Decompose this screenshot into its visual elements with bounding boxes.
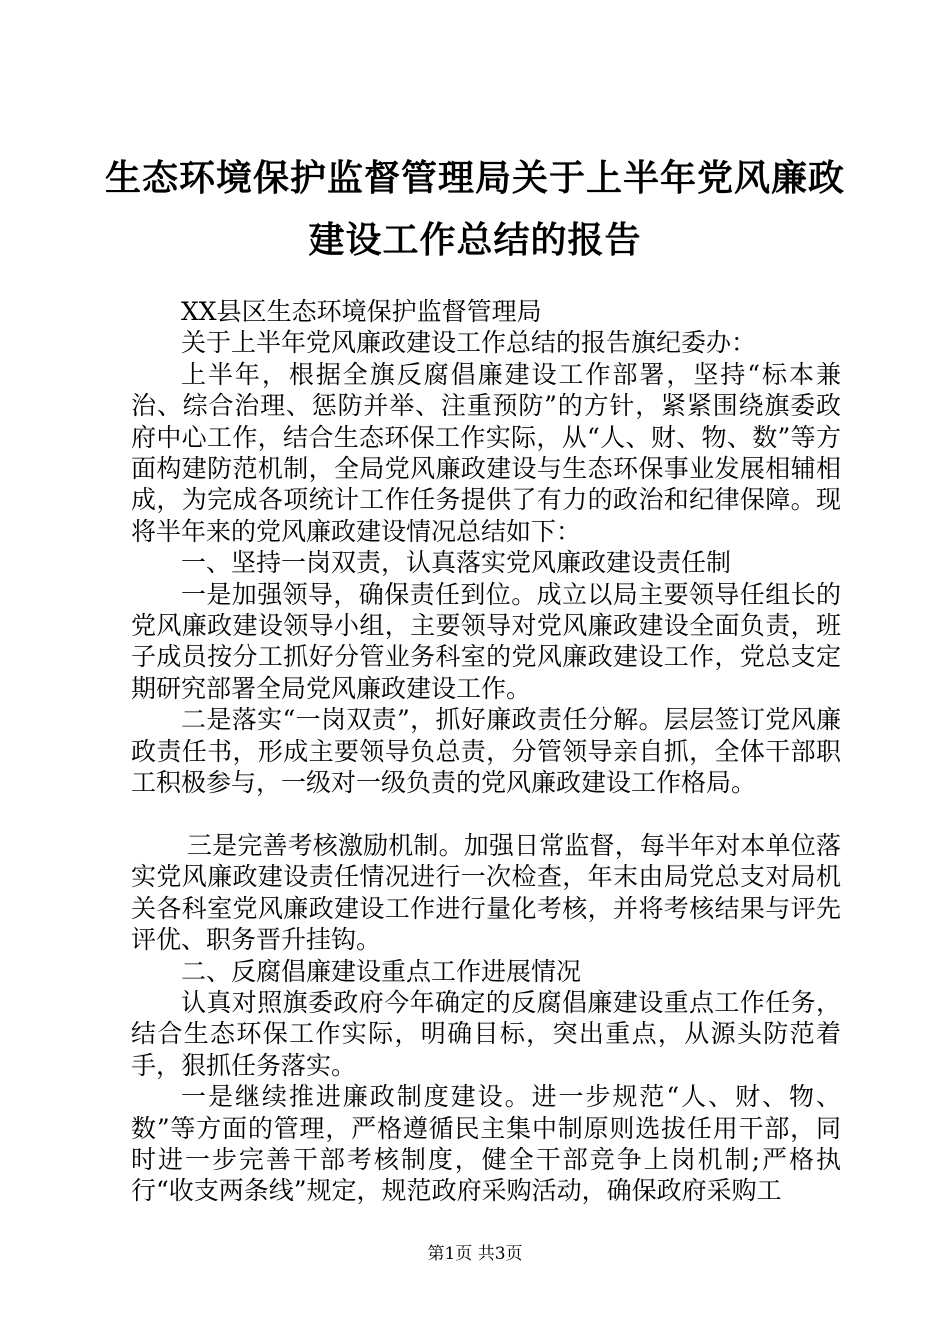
paragraph-system-building: 一是继续推进廉政制度建设。进一步规范“人、财、物、数”等方面的管理，严格遵循民主集中制原则选拔任用干部，同时进一步完善干部考核制度，健全干部竞争上岗机制;严格执行“收支两条线”规定，规范政府采购活动，确保政府采购工 [131, 1082, 841, 1206]
paragraph-assessment: 三是完善考核激励机制。加强日常监督，每半年对本单位落实党风廉政建设责任情况进行一次检查，年末由局党总支对局机关各科室党风廉政建设工作进行量化考核，并将考核结果与评先评优、职务晋升挂钩。 [131, 830, 841, 955]
blank-line [131, 799, 841, 830]
page-footer: 第1页 共3页 [427, 1244, 523, 1264]
document-title-line-1: 生态环境保护监督管理局关于上半年党风廉政 [104, 157, 845, 199]
document-body [131, 296, 841, 1207]
intro-paragraph: 上半年，根据全旗反腐倡廉建设工作部署，坚持“标本兼治、综合治理、惩防并举、注重预防”的方针，紧紧围绕旗委政府中心工作，结合生态环保工作实际，从“人、财、物、数”等方面构建防范机制，全局党风廉政建设与生态环保事业发展相辅相成，为完成各项统计工作任务提供了有力的政治和纪律保障。现将半年来的党风廉政建设情况总结如下： [131, 359, 841, 546]
addressee-org: XX县区生态环境保护监督管理局 [181, 297, 542, 326]
paragraph-key-tasks: 认真对照旗委政府今年确定的反腐倡廉建设重点工作任务，结合生态环保工作实际，明确目标，突出重点，从源头防范着手，狠抓任务落实。 [131, 987, 841, 1080]
section-heading-2: 二、反腐倡廉建设重点工作进展情况 [181, 956, 582, 986]
document-title-line-2: 建设工作总结的报告 [308, 219, 642, 261]
paragraph-responsibility: 二是落实“一岗双责”，抓好廉政责任分解。层层签订党风廉政责任书，形成主要领导负总责，分管领导亲自抓，全体干部职工积极参与，一级对一级负责的党风廉政建设工作格局。 [131, 705, 841, 798]
report-heading: 关于上半年党风廉政建设工作总结的报告旗纪委办： [181, 328, 757, 358]
paragraph-leadership: 一是加强领导，确保责任到位。成立以局主要领导任组长的党风廉政建设领导小组，主要领导对党风廉政建设全面负责，班子成员按分工抓好分管业务科室的党风廉政建设工作，党总支定期研究部署全局党风廉政建设工作。 [131, 579, 841, 703]
section-heading-1: 一、坚持一岗双责，认真落实党风廉政建设责任制 [181, 548, 732, 578]
